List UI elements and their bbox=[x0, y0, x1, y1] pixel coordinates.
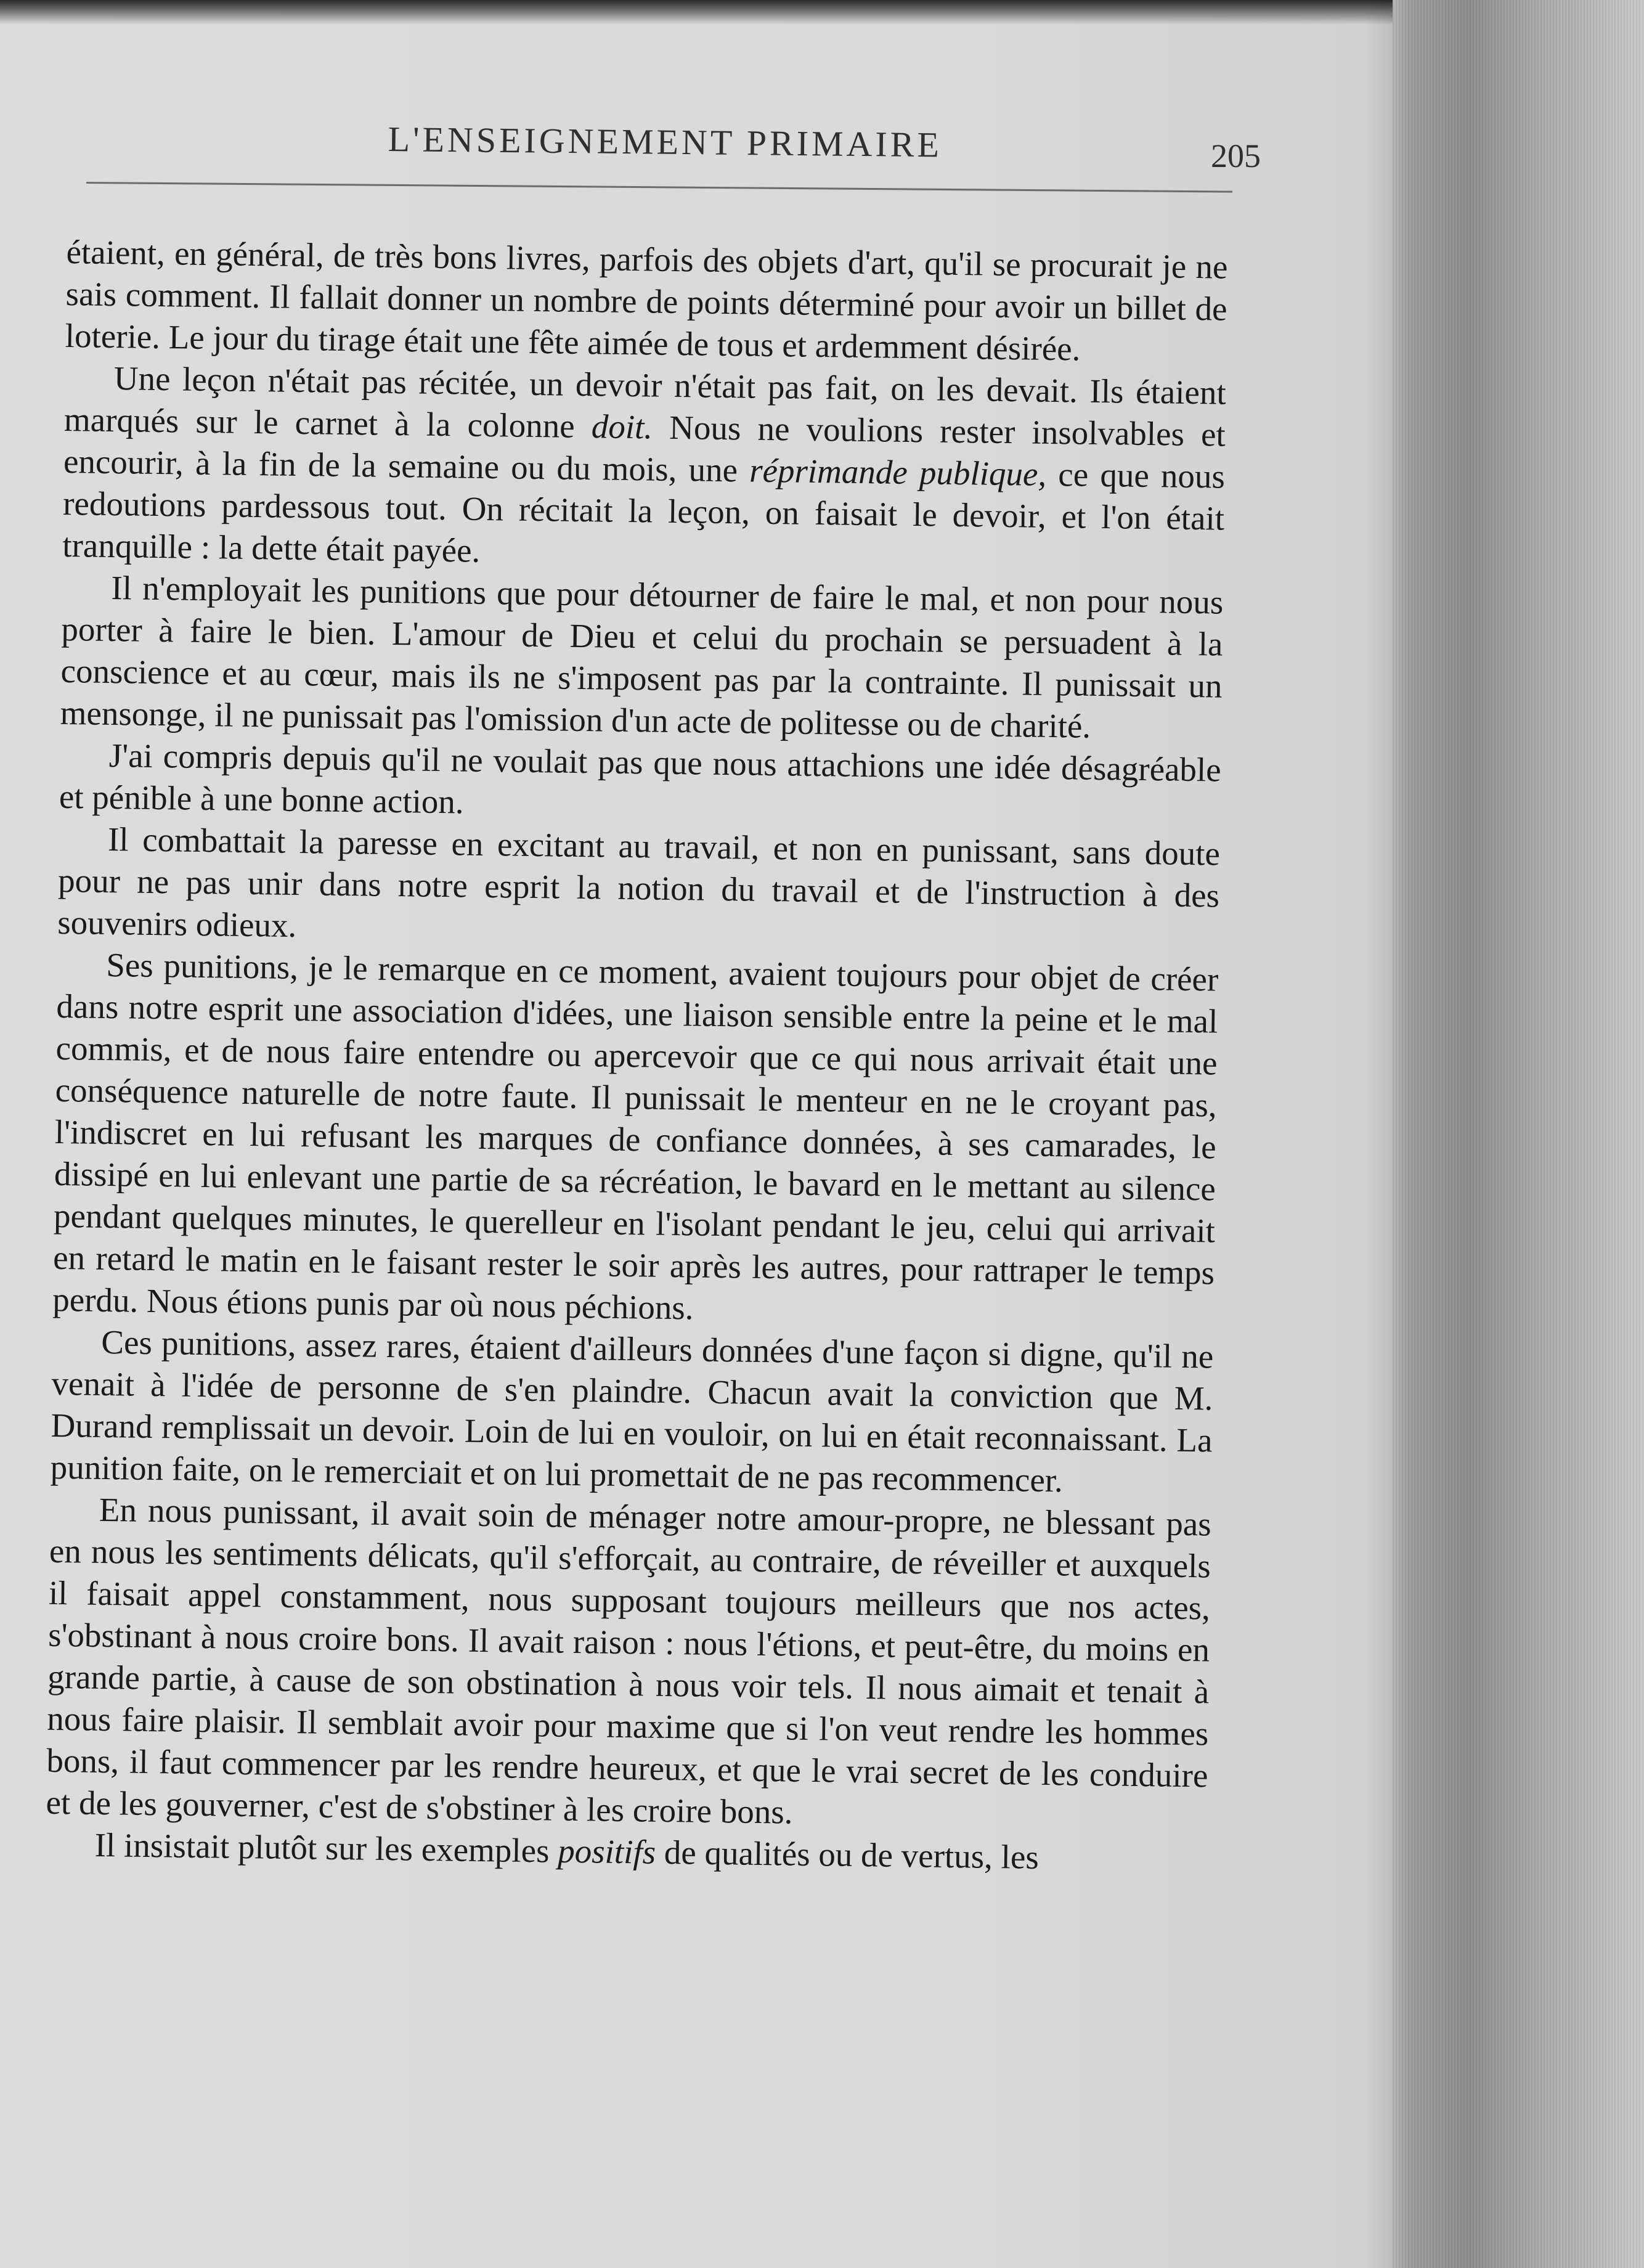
paragraph-3: Il n'employait les punitions que pour détourner de faire le mal, et non pour nous porter à faire le bien. L'amour de Dieu et celui du prochain se persuadent à la conscience et au cœur, mais ils ne s'imposent pas par la contrainte. Il punissait un mensonge, il ne punissait pas l'omission d'un acte de politesse ou de charité. bbox=[60, 569, 1224, 745]
paragraph-6: Ses punitions, je le remarque en ce moment, avaient toujours pour objet de créer dans notre esprit une association d'idées, une liaison sensible entre la peine et le mal commis, et de nous faire entendre ou apercevoir que ce qui nous arrivait était une conséquence naturelle de notre faute. Il punissait le menteur en ne le croyant pas, l'indiscret en lui refusant les marques de confiance données, à ses camarades, le dissipé en lui enlevant une partie de sa récréation, le bavard en le mettant au silence pendant quelques minutes, le querelleur en l'isolant pendant le jeu, celui qui arrivait en retard le matin en le faisant rester le soir après les autres, pour rattraper le temps perdu. Nous étions punis par où nous péchions. bbox=[52, 945, 1219, 1327]
header-rule bbox=[86, 182, 1232, 193]
paragraph-2-italic-reprimande: réprimande publique, bbox=[749, 451, 1047, 493]
paragraph-9-italic-positifs: positifs bbox=[557, 1832, 656, 1871]
paragraph-1: étaient, en général, de très bons livres, parfois des objets d'art, qu'il se procurait je ne sais comment. Il fallait donner un nombre de points déterminé pour avoir un billet de loterie. Le jour du tirage était une fête aimée de tous et ardemment désirée. bbox=[65, 232, 1228, 368]
paragraph-5: Il combattait la paresse en excitant au travail, et non en punissant, sans doute pour ne pas unir dans notre esprit la notion du travail et de l'instruction à des souvenirs odieux. bbox=[57, 820, 1221, 944]
paragraph-4: J'ai compris depuis qu'il ne voulait pas que nous attachions une idée désagréable et pénible à une bonne action. bbox=[59, 736, 1222, 821]
paragraph-2-italic-doit: doit. bbox=[591, 407, 653, 446]
paragraph-9-part-b: de qualités ou de vertus, les bbox=[655, 1833, 1040, 1876]
paragraph-7: Ces punitions, assez rares, étaient d'ailleurs données d'une façon si digne, qu'il ne venait à l'idée de personne de s'en plaindre. Chacun avait la conviction que M. Durand remplissait un devoir. Loin de lui en vouloir, on lui en était reconnaissant. La punition faite, on le remerciait et on lui promettait de ne pas recommencer. bbox=[50, 1323, 1214, 1499]
paragraph-2-part-a: Une leçon n'était pas récitée, un devoir n'était pas fait, on les devait. Ils étaient marqués sur le carnet à la colonne bbox=[63, 359, 1227, 446]
book-page-edges bbox=[1393, 0, 1644, 2268]
paragraph-9-part-a: Il insistait plutôt sur les exemples bbox=[94, 1825, 558, 1870]
paragraph-2-part-c: ce que nous redoutions pardessous tout. On récitait la leçon, on faisait le devoir, et l'on était tranquille : la dette était payée. bbox=[62, 455, 1226, 569]
running-title: L'ENSEIGNEMENT PRIMAIRE bbox=[388, 118, 943, 165]
paragraph-8: En nous punissant, il avait soin de ménager notre amour-propre, ne blessant pas en nous les sentiments délicats, qu'il s'efforçait, au contraire, de réveiller et auxquels il faisait appel constamment, nous supposant toujours meilleurs que nos actes, s'obstinant à nous croire bons. Il avait raison : nous l'étions, et peut-être, du moins en grande partie, à cause de son obstination à nous voir tels. Il nous aimait et tenait à nous faire plaisir. Il semblait avoir pour maxime que si l'on veut rendre les hommes bons, il faut commencer par les rendre heureux, et que le vrai secret de les conduire et de les gouverner, c'est de s'obstiner à les croire bons. bbox=[46, 1490, 1212, 1831]
paragraph-2 bbox=[62, 357, 1226, 582]
page-number: 205 bbox=[1211, 137, 1261, 174]
paragraph-2-part-b: Nous ne voulions rester insolvables et encourir, à la fin de la semaine ou du mois, une bbox=[63, 408, 1226, 489]
body-text bbox=[45, 231, 1228, 1880]
